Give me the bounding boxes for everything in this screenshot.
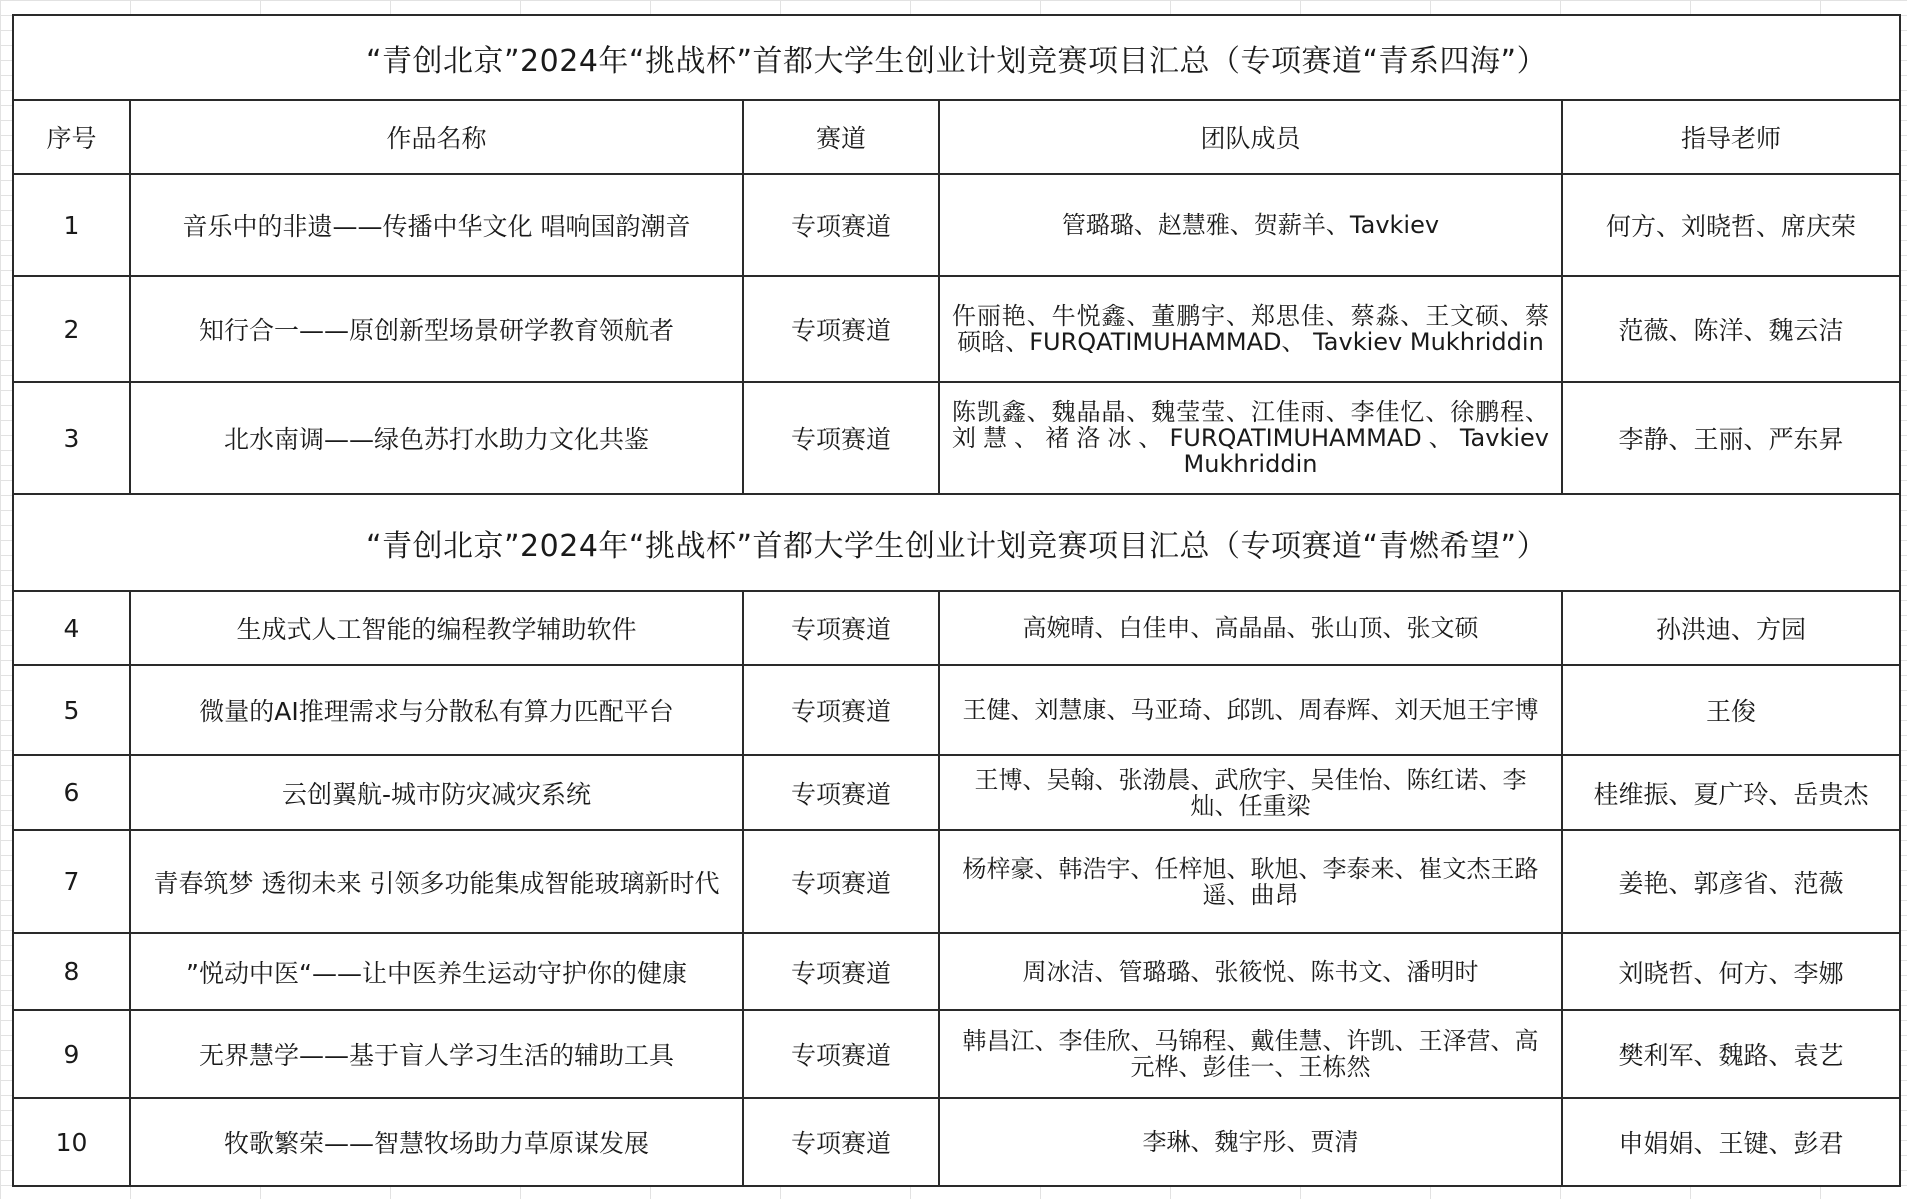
- row-members: 高婉晴、白佳申、高晶晶、张山顶、张文硕: [939, 591, 1562, 665]
- table-row: [13, 591, 1900, 665]
- row-track: 专项赛道: [743, 933, 939, 1010]
- project-summary-table: [12, 14, 1901, 1187]
- header-name: 作品名称: [130, 100, 743, 174]
- row-name: 无界慧学——基于盲人学习生活的辅助工具: [130, 1010, 743, 1098]
- table-row: [13, 933, 1900, 1010]
- table-row: [13, 276, 1900, 382]
- row-members: 陈凯鑫、魏晶晶、魏莹莹、江佳雨、李佳忆、徐鹏程、刘慧、褚洛冰、FURQATIMUHAMMAD、Tavkiev Mukhriddin: [939, 382, 1562, 494]
- table-row: [13, 665, 1900, 755]
- row-track: 专项赛道: [743, 174, 939, 276]
- row-track: 专项赛道: [743, 755, 939, 830]
- row-advisors: 刘晓哲、何方、李娜: [1562, 933, 1900, 1010]
- row-no: 6: [13, 755, 130, 830]
- row-name: 微量的AI推理需求与分散私有算力匹配平台: [130, 665, 743, 755]
- section-title: “青创北京”2024年“挑战杯”首都大学生创业计划竞赛项目汇总（专项赛道“青系四海”）: [13, 15, 1900, 100]
- row-no: 5: [13, 665, 130, 755]
- table-row: [13, 174, 1900, 276]
- section-title-row: [13, 494, 1900, 591]
- row-name: 音乐中的非遗——传播中华文化 唱响国韵潮音: [130, 174, 743, 276]
- row-track: 专项赛道: [743, 1010, 939, 1098]
- row-track: 专项赛道: [743, 665, 939, 755]
- row-track: 专项赛道: [743, 1098, 939, 1186]
- row-name: ”悦动中医“——让中医养生运动守护你的健康: [130, 933, 743, 1010]
- row-name: 北水南调——绿色苏打水助力文化共鉴: [130, 382, 743, 494]
- row-members: 王博、吴翰、张渤晨、武欣宇、吴佳怡、陈红诺、李灿、任重梁: [939, 755, 1562, 830]
- row-no: 3: [13, 382, 130, 494]
- row-name: 生成式人工智能的编程教学辅助软件: [130, 591, 743, 665]
- row-advisors: 樊利军、魏路、袁艺: [1562, 1010, 1900, 1098]
- row-members: 李琳、魏宇彤、贾清: [939, 1098, 1562, 1186]
- header-no: 序号: [13, 100, 130, 174]
- row-track: 专项赛道: [743, 382, 939, 494]
- row-advisors: 申娟娟、王键、彭君: [1562, 1098, 1900, 1186]
- row-name: 知行合一——原创新型场景研学教育领航者: [130, 276, 743, 382]
- row-members: 韩昌江、李佳欣、马锦程、戴佳慧、许凯、王泽营、高元桦、彭佳一、王栋然: [939, 1010, 1562, 1098]
- row-members: 杨梓豪、韩浩宇、任梓旭、耿旭、李泰来、崔文杰王路遥、曲昂: [939, 830, 1562, 933]
- row-track: 专项赛道: [743, 276, 939, 382]
- row-name: 牧歌繁荣——智慧牧场助力草原谋发展: [130, 1098, 743, 1186]
- row-members: 周冰洁、管璐璐、张筱悦、陈书文、潘明时: [939, 933, 1562, 1010]
- row-track: 专项赛道: [743, 830, 939, 933]
- section-title: “青创北京”2024年“挑战杯”首都大学生创业计划竞赛项目汇总（专项赛道“青燃希望”）: [13, 494, 1900, 591]
- header-row: [13, 100, 1900, 174]
- row-no: 9: [13, 1010, 130, 1098]
- header-members: 团队成员: [939, 100, 1562, 174]
- row-members: 王健、刘慧康、马亚琦、邱凯、周春辉、刘天旭王宇博: [939, 665, 1562, 755]
- table-row: [13, 830, 1900, 933]
- row-advisors: 何方、刘晓哲、席庆荣: [1562, 174, 1900, 276]
- row-name: 云创翼航-城市防灾减灾系统: [130, 755, 743, 830]
- row-advisors: 范薇、陈洋、魏云洁: [1562, 276, 1900, 382]
- row-track: 专项赛道: [743, 591, 939, 665]
- row-members: 管璐璐、赵慧雅、贺薪羊、Tavkiev: [939, 174, 1562, 276]
- row-no: 1: [13, 174, 130, 276]
- table-row: [13, 1098, 1900, 1186]
- table-row: [13, 755, 1900, 830]
- row-no: 8: [13, 933, 130, 1010]
- row-no: 10: [13, 1098, 130, 1186]
- row-advisors: 王俊: [1562, 665, 1900, 755]
- section-title-row: [13, 15, 1900, 100]
- row-advisors: 李静、王丽、严东昇: [1562, 382, 1900, 494]
- row-advisors: 桂维振、夏广玲、岳贵杰: [1562, 755, 1900, 830]
- table-row: [13, 1010, 1900, 1098]
- row-members: 仵丽艳、牛悦鑫、董鹏宇、郑思佳、蔡淼、王文硕、蔡硕晗、FURQATIMUHAMMAD、 Tavkiev Mukhriddin: [939, 276, 1562, 382]
- row-name: 青春筑梦 透彻未来 引领多功能集成智能玻璃新时代: [130, 830, 743, 933]
- row-advisors: 姜艳、郭彦省、范薇: [1562, 830, 1900, 933]
- header-track: 赛道: [743, 100, 939, 174]
- row-advisors: 孙洪迪、方园: [1562, 591, 1900, 665]
- table-row: [13, 382, 1900, 494]
- header-advisors: 指导老师: [1562, 100, 1900, 174]
- row-no: 7: [13, 830, 130, 933]
- row-no: 4: [13, 591, 130, 665]
- row-no: 2: [13, 276, 130, 382]
